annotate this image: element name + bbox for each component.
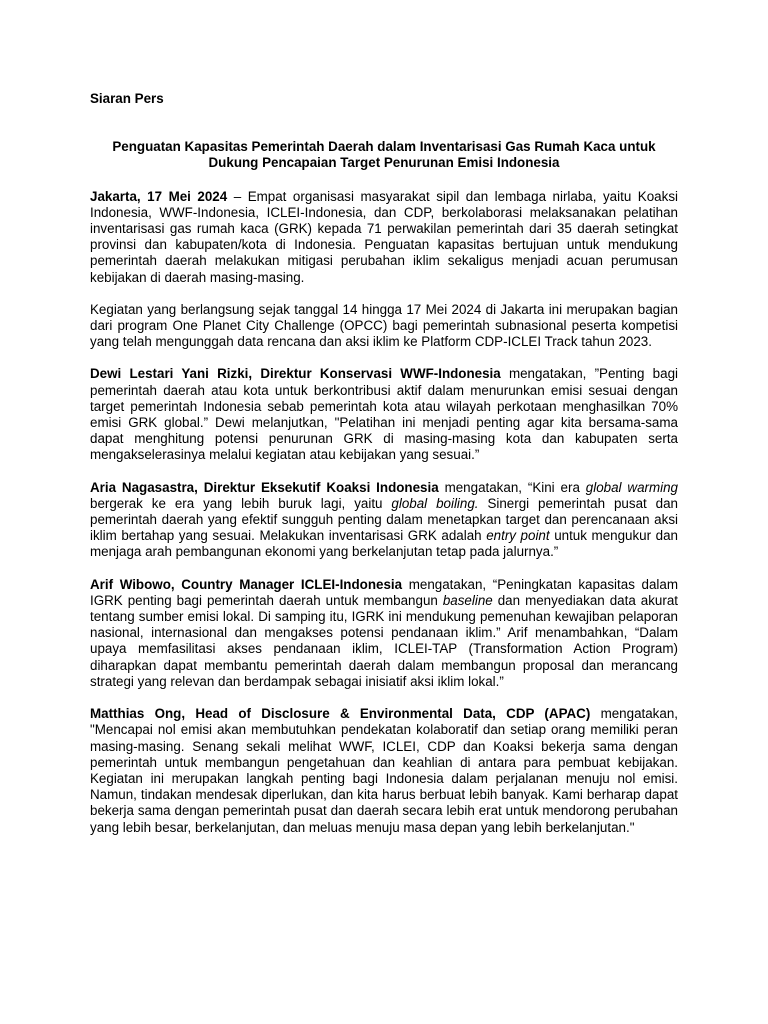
speaker-koaksi: Aria Nagasastra, Direktur Eksekutif Koaksi Indonesia: [90, 479, 439, 495]
quote-cdp-text: mengatakan, "Mencapai nol emisi akan membutuhkan pendekatan kolaboratif dan setiap orang memiliki peran masing-masing. Senang sekali melihat WWF, ICLEI, CDP dan Koaksi bekerja sama dengan pemerintah untuk membangun pengetahuan dan keahlian di antara para pembuat kebijakan. Kegiatan ini merupakan langkah penting bagi Indonesia dalam perjalanan menuju nol emisi. Namun, tindakan mendesak diperlukan, dan kita harus berbuat lebih banyak. Kami berharap dapat bekerja sama dengan pemerintah pusat dan daerah secara lebih erat untuk mendorong perubahan yang lebih besar, berkelanjutan, dan meluas menuju masa depan yang lebih berkelanjutan.": [90, 706, 678, 835]
quote-wwf-text: mengatakan, ”Penting bagi pemerintah daerah atau kota untuk berkontribusi aktif dalam menurunkan emisi sesuai dengan target pemerintah Indonesia sebab pemerintah kota atau wilayah perkotaan menghasilkan 70% emisi GRK global.” Dewi melanjutkan, "Pelatihan ini menjadi penting agar kita bersama-sama dapat menghitung potensi penurunan GRK di masing-masing kota dan kabupaten serta mengakselerasinya melalui kegiatan atau kebijakan yang sesuai.”: [90, 366, 678, 463]
event-text: Kegiatan yang berlangsung sejak tanggal 14 hingga 17 Mei 2024 di Jakarta ini merupakan bagian dari program One Planet City Challenge (OPCC) bagi pemerintah subnasional peserta kompetisi yang telah mengunggah data rencana dan aksi iklim ke Platform CDP-ICLEI Track tahun 2023.: [90, 301, 678, 350]
speaker-iclei: Arif Wibowo, Country Manager ICLEI-Indonesia: [90, 576, 403, 592]
paragraph-intro: [90, 189, 678, 286]
quote-koaksi-italic-2: global boiling.: [391, 495, 479, 511]
paragraph-event: [90, 302, 678, 351]
quote-koaksi-text-3: Sinergi pemerintah pusat dan pemerintah daerah yang efektif sungguh penting dalam menetapkan target dan perencanaan aksi iklim bertahap yang sesuai. Melakukan inventarisasi GRK adalah: [90, 495, 678, 544]
speaker-wwf: Dewi Lestari Yani Rizki, Direktur Konservasi WWF-Indonesia: [90, 366, 501, 382]
document-title: [90, 139, 678, 171]
intro-text: – Empat organisasi masyarakat sipil dan lembaga nirlaba, yaitu Koaksi Indonesia, WWF-Indonesia, ICLEI-Indonesia, dan CDP, berkolaborasi melaksanakan pelatihan inventarisasi gas rumah kaca (GRK) kepada 71 perwakilan pemerintah dari 35 daerah setingkat provinsi dan kabupaten/kota di Indonesia. Penguatan kapasitas bertujuan untuk mendukung pemerintah daerah melakukan mitigasi perubahan iklim sekaligus menjadi acuan perumusan kebijakan di daerah masing-masing.: [90, 188, 678, 285]
quote-iclei-italic-1: baseline: [442, 592, 493, 608]
quote-koaksi-text-2: bergerak ke era yang lebih buruk lagi, yaitu: [90, 495, 392, 511]
press-release-page: [90, 91, 678, 836]
title-line-1: Penguatan Kapasitas Pemerintah Daerah dalam Inventarisasi Gas Rumah Kaca untuk: [112, 139, 656, 155]
title-line-2: Dukung Pencapaian Target Penurunan Emisi Indonesia: [208, 155, 560, 171]
quote-koaksi-text-1: mengatakan, “Kini era: [438, 479, 586, 495]
quote-koaksi-text-4: untuk mengukur dan menjaga arah pembangunan ekonomi yang berkelanjutan tetap pada jalurnya.”: [90, 528, 679, 560]
speaker-cdp: Matthias Ong, Head of Disclosure & Environmental Data, CDP (APAC): [90, 706, 591, 722]
document-label: Siaran Pers: [90, 91, 164, 106]
paragraph-quote-iclei: [90, 577, 678, 690]
paragraph-quote-cdp: [90, 706, 678, 836]
paragraph-quote-koaksi: [90, 480, 678, 561]
quote-koaksi-italic-1: global warming: [585, 479, 679, 495]
dateline: Jakarta, 17 Mei 2024: [90, 188, 228, 204]
paragraph-quote-wwf: [90, 366, 678, 463]
quote-iclei-text-2: dan menyediakan data akurat tentang sumber emisi lokal. Di samping itu, IGRK ini mendukung pemenuhan kewajiban pelaporan nasional, internasional dan mengakses potensi pendanaan iklim.” Arif menambahkan, “Dalam upaya memfasilitasi akses pendanaan iklim, ICLEI-TAP (Transformation Action Program) diharapkan dapat membantu pemerintah daerah dalam membangun proposal dan merancang strategi yang relevan dan berdampak sebagai inisiatif aksi iklim lokal.”: [90, 592, 678, 689]
quote-iclei-text-1: mengatakan, “Peningkatan kapasitas dalam IGRK penting bagi pemerintah daerah untuk membangun: [90, 576, 678, 608]
quote-koaksi-italic-3: entry point: [486, 528, 550, 544]
